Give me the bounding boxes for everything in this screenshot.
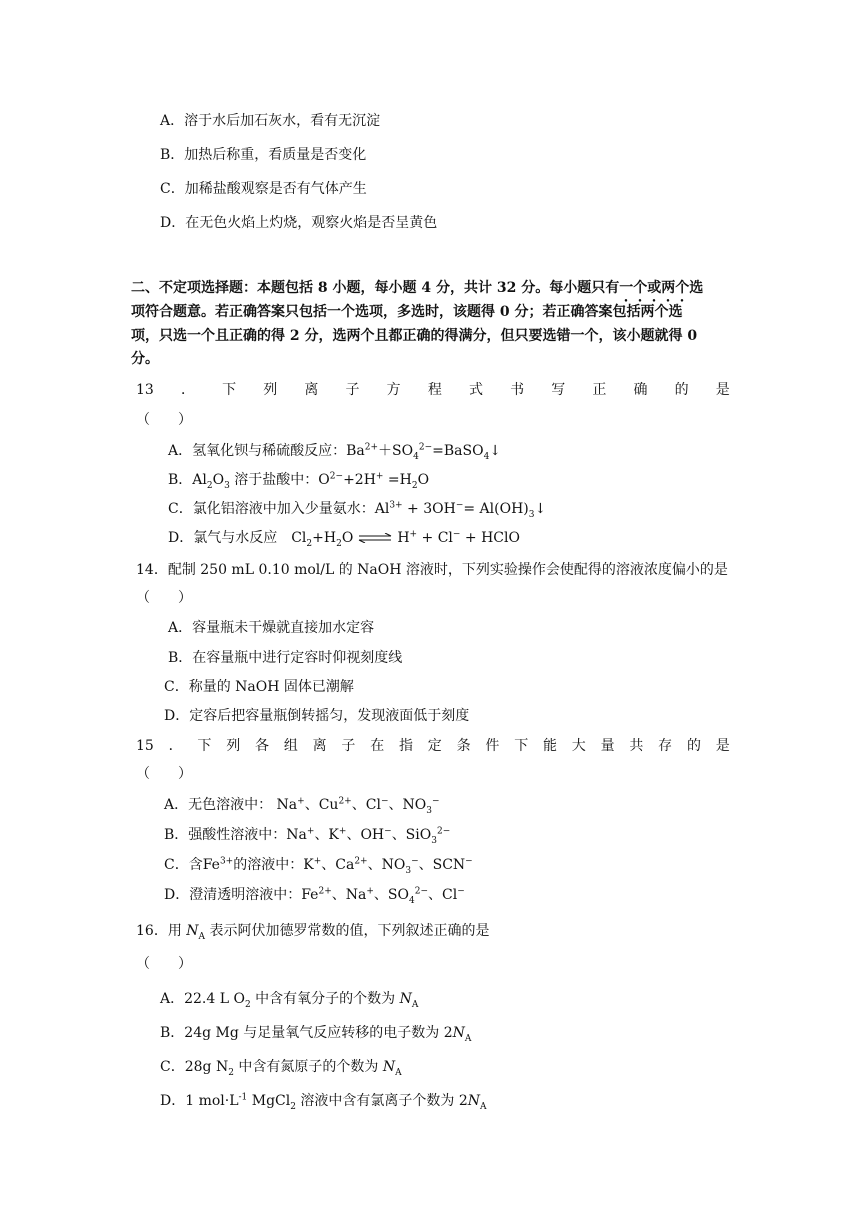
section2-line3: 项，只选一个且正确的得 2 分，选两个且都正确的得满分，但只要选错一个，该小题就得 0 (131, 328, 698, 344)
q16-option-a: A．22.4 L $O_2$ 中含有氧分子的个数为 $N_A$ (160, 991, 419, 1010)
section2-line1: 二、不定项选择题：本题包括 8 小题，每小题 4 分，共计 32 分。每小题只有一个或两个选 (131, 280, 704, 296)
q15-paren: （ ） (136, 766, 192, 782)
q13-option-c: C．氯化铝溶液中加入少量氨水：$Al^{3+} + 3OH^-=$ $Al(OH)_3↓$ (168, 500, 547, 520)
q16-paren: （ ） (136, 956, 192, 972)
prev-option-a: A．溶于水后加石灰水，看有无沉淀 (160, 113, 381, 129)
q13-option-d: D．氯气与水反应 $Cl_2+H_2O$ H+ + Cl− + HClO (168, 529, 520, 549)
q14-option-d: D．定容后把容量瓶倒转摇匀，发现液面低于刻度 (164, 708, 470, 724)
q14-option-a: A．容量瓶未干燥就直接加水定容 (168, 620, 375, 636)
q14-stem: 14．配制 250 mL 0.10 mol/L 的 NaOH 溶液时，下列实验操作会使配得的溶液浓度偏小的是 (136, 562, 728, 578)
q14-paren: （ ） (136, 590, 192, 606)
prev-option-c: C．加稀盐酸观察是否有气体产生 (160, 181, 367, 197)
q13-option-a: A．氢氧化钡与稀硫酸反应：$Ba^{2+}+SO_4^{2-}=BaSO_4↓$ (168, 442, 502, 462)
q13-option-b: B．$Al_2O_3$ 溶于盐酸中：$O^{2-}+2H^+ =H_2O$ (168, 471, 430, 491)
q14-option-c: C．称量的 NaOH 固体已潮解 (164, 679, 354, 695)
q15-stem: 15 ． 下 列 各 组 离 子 在 指 定 条 件 下 能 大 量 共 存 的 是 (136, 738, 730, 754)
prev-option-b: B．加热后称重，看质量是否变化 (160, 147, 367, 163)
section2-line2: 项符合题意。若正确答案只包括一个选项，多选时，该题得 0 分；若正确答案包括两个选 (131, 304, 683, 320)
q16-option-b: B．24g Mg 与足量氧气反应转移的电子数为 $2N_A$ (160, 1025, 472, 1044)
q13-stem: 13 ． 下 列 离 子 方 程 式 书 写 正 确 的 是 (136, 382, 730, 398)
q16-option-c: C．28g $N_2$ 中含有氮原子的个数为 $N_A$ (160, 1059, 402, 1078)
equilibrium-arrow-icon (357, 533, 393, 543)
q16-option-d: D．1 $mol\cdot L^{-1}$ MgCl$_2$ 溶液中含有氯离子个数为 $2N_A$ (160, 1092, 487, 1112)
q15-option-a: A．无色溶液中： Na+、$Cu^{2+}$、Cl−、$NO_3^-$ (164, 796, 440, 816)
q16-stem: 16．用 $N_A$ 表示阿伏加德罗常数的值，下列叙述正确的是 (136, 923, 490, 942)
q13-paren: （ ） (136, 412, 192, 428)
q15-option-d: D．澄清透明溶液中：$Fe^{2+}$、Na+、$SO_4^{2-}$、Cl− (164, 886, 465, 906)
section2-line4: 分。 (131, 351, 159, 367)
q14-option-b: B．在容量瓶中进行定容时仰视刻度线 (168, 650, 403, 666)
q15-option-c: C．含$Fe^{3+}$的溶液中：K+、$Ca^{2+}$、$NO_3^-$、SCN− (164, 856, 473, 876)
q15-option-b: B．强酸性溶液中：Na+、K+、OH−、SiO$_3^{2-}$ (164, 826, 451, 846)
prev-option-d: D．在无色火焰上灼烧，观察火焰是否呈黄色 (160, 215, 438, 231)
